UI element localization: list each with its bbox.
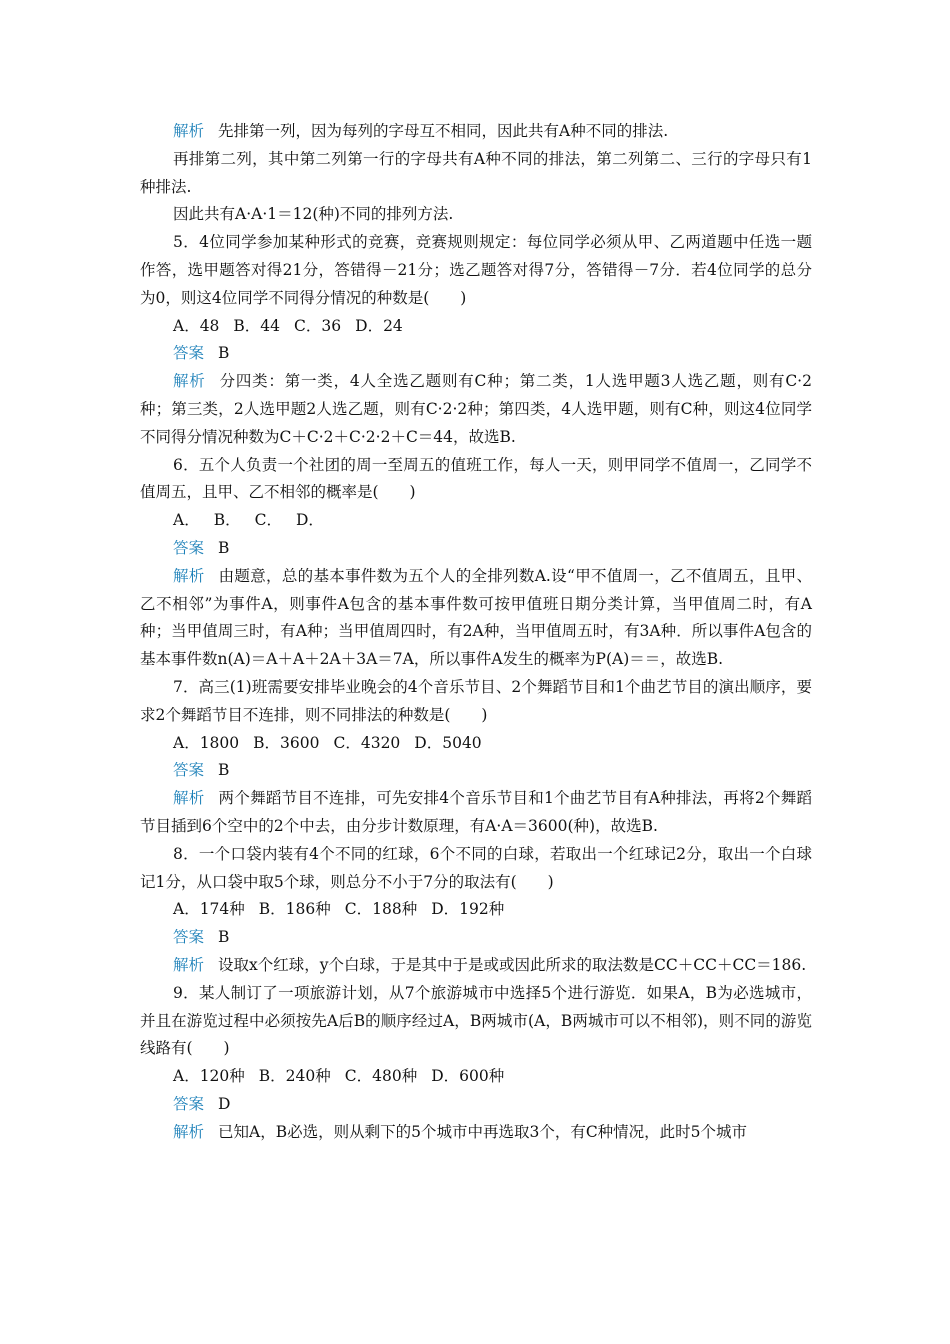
option-item: A．48 xyxy=(173,316,220,335)
solution-paragraph xyxy=(140,952,812,980)
answer-options xyxy=(140,1063,812,1091)
answer-line xyxy=(140,340,812,368)
solution-label: 解析 xyxy=(173,122,205,140)
paragraph-text: 由题意，总的基本事件数为五个人的全排列数A.设“甲不值周一，乙不值周五，且甲、乙不相邻”为事件A，则事件A包含的基本事件数可按甲值班日期分类计算，当甲值周二时，有A种；当甲值周三时，有A种；当甲值周四时，有2A种，当甲值周五时，有3A种．所以事件A包含的基本事件数n(A)＝A＋A＋2A＋3A＝7A，所以事件A发生的概率为P(A)＝＝，故选B. xyxy=(140,566,812,669)
answer-line xyxy=(140,924,812,952)
question-text xyxy=(140,452,812,508)
answer-options xyxy=(140,730,812,758)
answer-line xyxy=(140,1091,812,1119)
paragraph-text: 两个舞蹈节目不连排，可先安排4个音乐节目和1个曲艺节目有A种排法，再将2个舞蹈节目插到6个空中的2个中去，由分步计数原理，有A·A＝3600(种)，故选B. xyxy=(140,789,812,835)
paragraph-text: B xyxy=(218,928,230,947)
question-text xyxy=(140,980,812,1063)
option-item: A．174种 xyxy=(173,900,245,919)
option-item: D． xyxy=(295,511,324,530)
paragraph-text: 8．一个口袋内装有4个不同的红球，6个不同的白球，若取出一个红球记2分，取出一个白球记1分，从口袋中取5个球，则总分不小于7分的取法有( ) xyxy=(140,844,812,891)
paragraph-text: 已知A，B必选，则从剩下的5个城市中再选取3个，有C种情况，此时5个城市 xyxy=(218,1122,748,1141)
paragraph-text: B xyxy=(218,344,230,363)
paragraph-text: 9．某人制订了一项旅游计划，从7个旅游城市中选择5个进行游览．如果A，B为必选城市，并且在游览过程中必须按先A后B的顺序经过A，B两城市(A，B两城市可以不相邻)，则不同的游览线路有( ) xyxy=(140,983,812,1058)
question-text xyxy=(140,674,812,730)
answer-line xyxy=(140,757,812,785)
option-item: A．120种 xyxy=(173,1067,245,1086)
option-item: C．480种 xyxy=(344,1067,418,1086)
solution-paragraph xyxy=(140,368,812,451)
answer-options xyxy=(140,313,812,341)
answer-label: 答案 xyxy=(173,538,205,557)
answer-label: 答案 xyxy=(173,344,205,363)
paragraph-text: 5．4位同学参加某种形式的竞赛，竞赛规则规定：每位同学必须从甲、乙两道题中任选一题作答，选甲题答对得21分，答错得－21分；选乙题答对得7分，答错得－7分．若4位同学的总分为0，则这4位同学不同得分情况的种数是( ) xyxy=(140,233,812,307)
solution-paragraph xyxy=(140,785,812,841)
answer-label: 答案 xyxy=(173,928,205,947)
paragraph-text: 先排第一列，因为每列的字母互不相同，因此共有A种不同的排法. xyxy=(218,122,669,140)
option-item: B．186种 xyxy=(258,900,331,919)
option-item: D．600种 xyxy=(431,1067,505,1086)
option-item: C． xyxy=(254,511,282,530)
option-item: A． xyxy=(173,511,200,530)
option-item: C．4320 xyxy=(333,733,401,752)
answer-label: 答案 xyxy=(173,1094,205,1113)
question-text xyxy=(140,841,812,897)
document-body xyxy=(140,118,812,1146)
option-item: C．188种 xyxy=(344,900,418,919)
answer-options xyxy=(140,507,812,535)
paragraph-text: D xyxy=(218,1094,231,1113)
solution-label: 解析 xyxy=(173,789,205,808)
body-paragraph xyxy=(140,146,812,202)
solution-paragraph xyxy=(140,563,812,674)
option-item: B．3600 xyxy=(253,733,320,752)
paragraph-text: 6．五个人负责一个社团的周一至周五的值班工作，每人一天，则甲同学不值周一，乙同学不值周五，且甲、乙不相邻的概率是( ) xyxy=(140,455,812,502)
answer-options xyxy=(140,896,812,924)
paragraph-text: 分四类：第一类，4人全选乙题则有C种；第二类，1人选甲题3人选乙题，则有C·2种；第三类，2人选甲题2人选乙题，则有C·2·2种；第四类，4人选甲题，则有C种，则这4位同学不同得分情况种数为C＋C·2＋C·2·2＋C＝44，故选B. xyxy=(140,372,812,446)
option-item: D．5040 xyxy=(414,733,482,752)
option-item: B．240种 xyxy=(258,1067,331,1086)
option-item: B．44 xyxy=(233,316,281,335)
solution-paragraph xyxy=(140,1119,812,1147)
solution-label: 解析 xyxy=(173,1122,205,1141)
solution-label: 解析 xyxy=(173,566,205,585)
paragraph-text: 设取x个红球，y个白球，于是其中于是或或因此所求的取法数是CC＋CC＋CC＝186. xyxy=(218,955,807,974)
option-item: C．36 xyxy=(294,316,342,335)
solution-label: 解析 xyxy=(173,372,206,391)
solution-label: 解析 xyxy=(173,955,205,974)
paragraph-text: 因此共有A·A·1＝12(种)不同的排列方法. xyxy=(173,205,454,224)
option-item: A．1800 xyxy=(173,733,240,752)
option-item: B． xyxy=(213,511,241,530)
question-text xyxy=(140,229,812,312)
paragraph-text: B xyxy=(218,538,230,557)
answer-label: 答案 xyxy=(173,761,205,780)
answer-line xyxy=(140,535,812,563)
solution-paragraph xyxy=(140,118,812,146)
paragraph-text: B xyxy=(218,761,230,780)
body-paragraph xyxy=(140,201,812,229)
option-item: D．192种 xyxy=(431,900,505,919)
paragraph-text: 再排第二列，其中第二列第一行的字母共有A种不同的排法，第二列第二、三行的字母只有1种排法. xyxy=(140,149,812,196)
option-item: D．24 xyxy=(355,316,403,335)
paragraph-text: 7．高三(1)班需要安排毕业晚会的4个音乐节目、2个舞蹈节目和1个曲艺节目的演出顺序，要求2个舞蹈节目不连排，则不同排法的种数是( ) xyxy=(140,677,812,724)
